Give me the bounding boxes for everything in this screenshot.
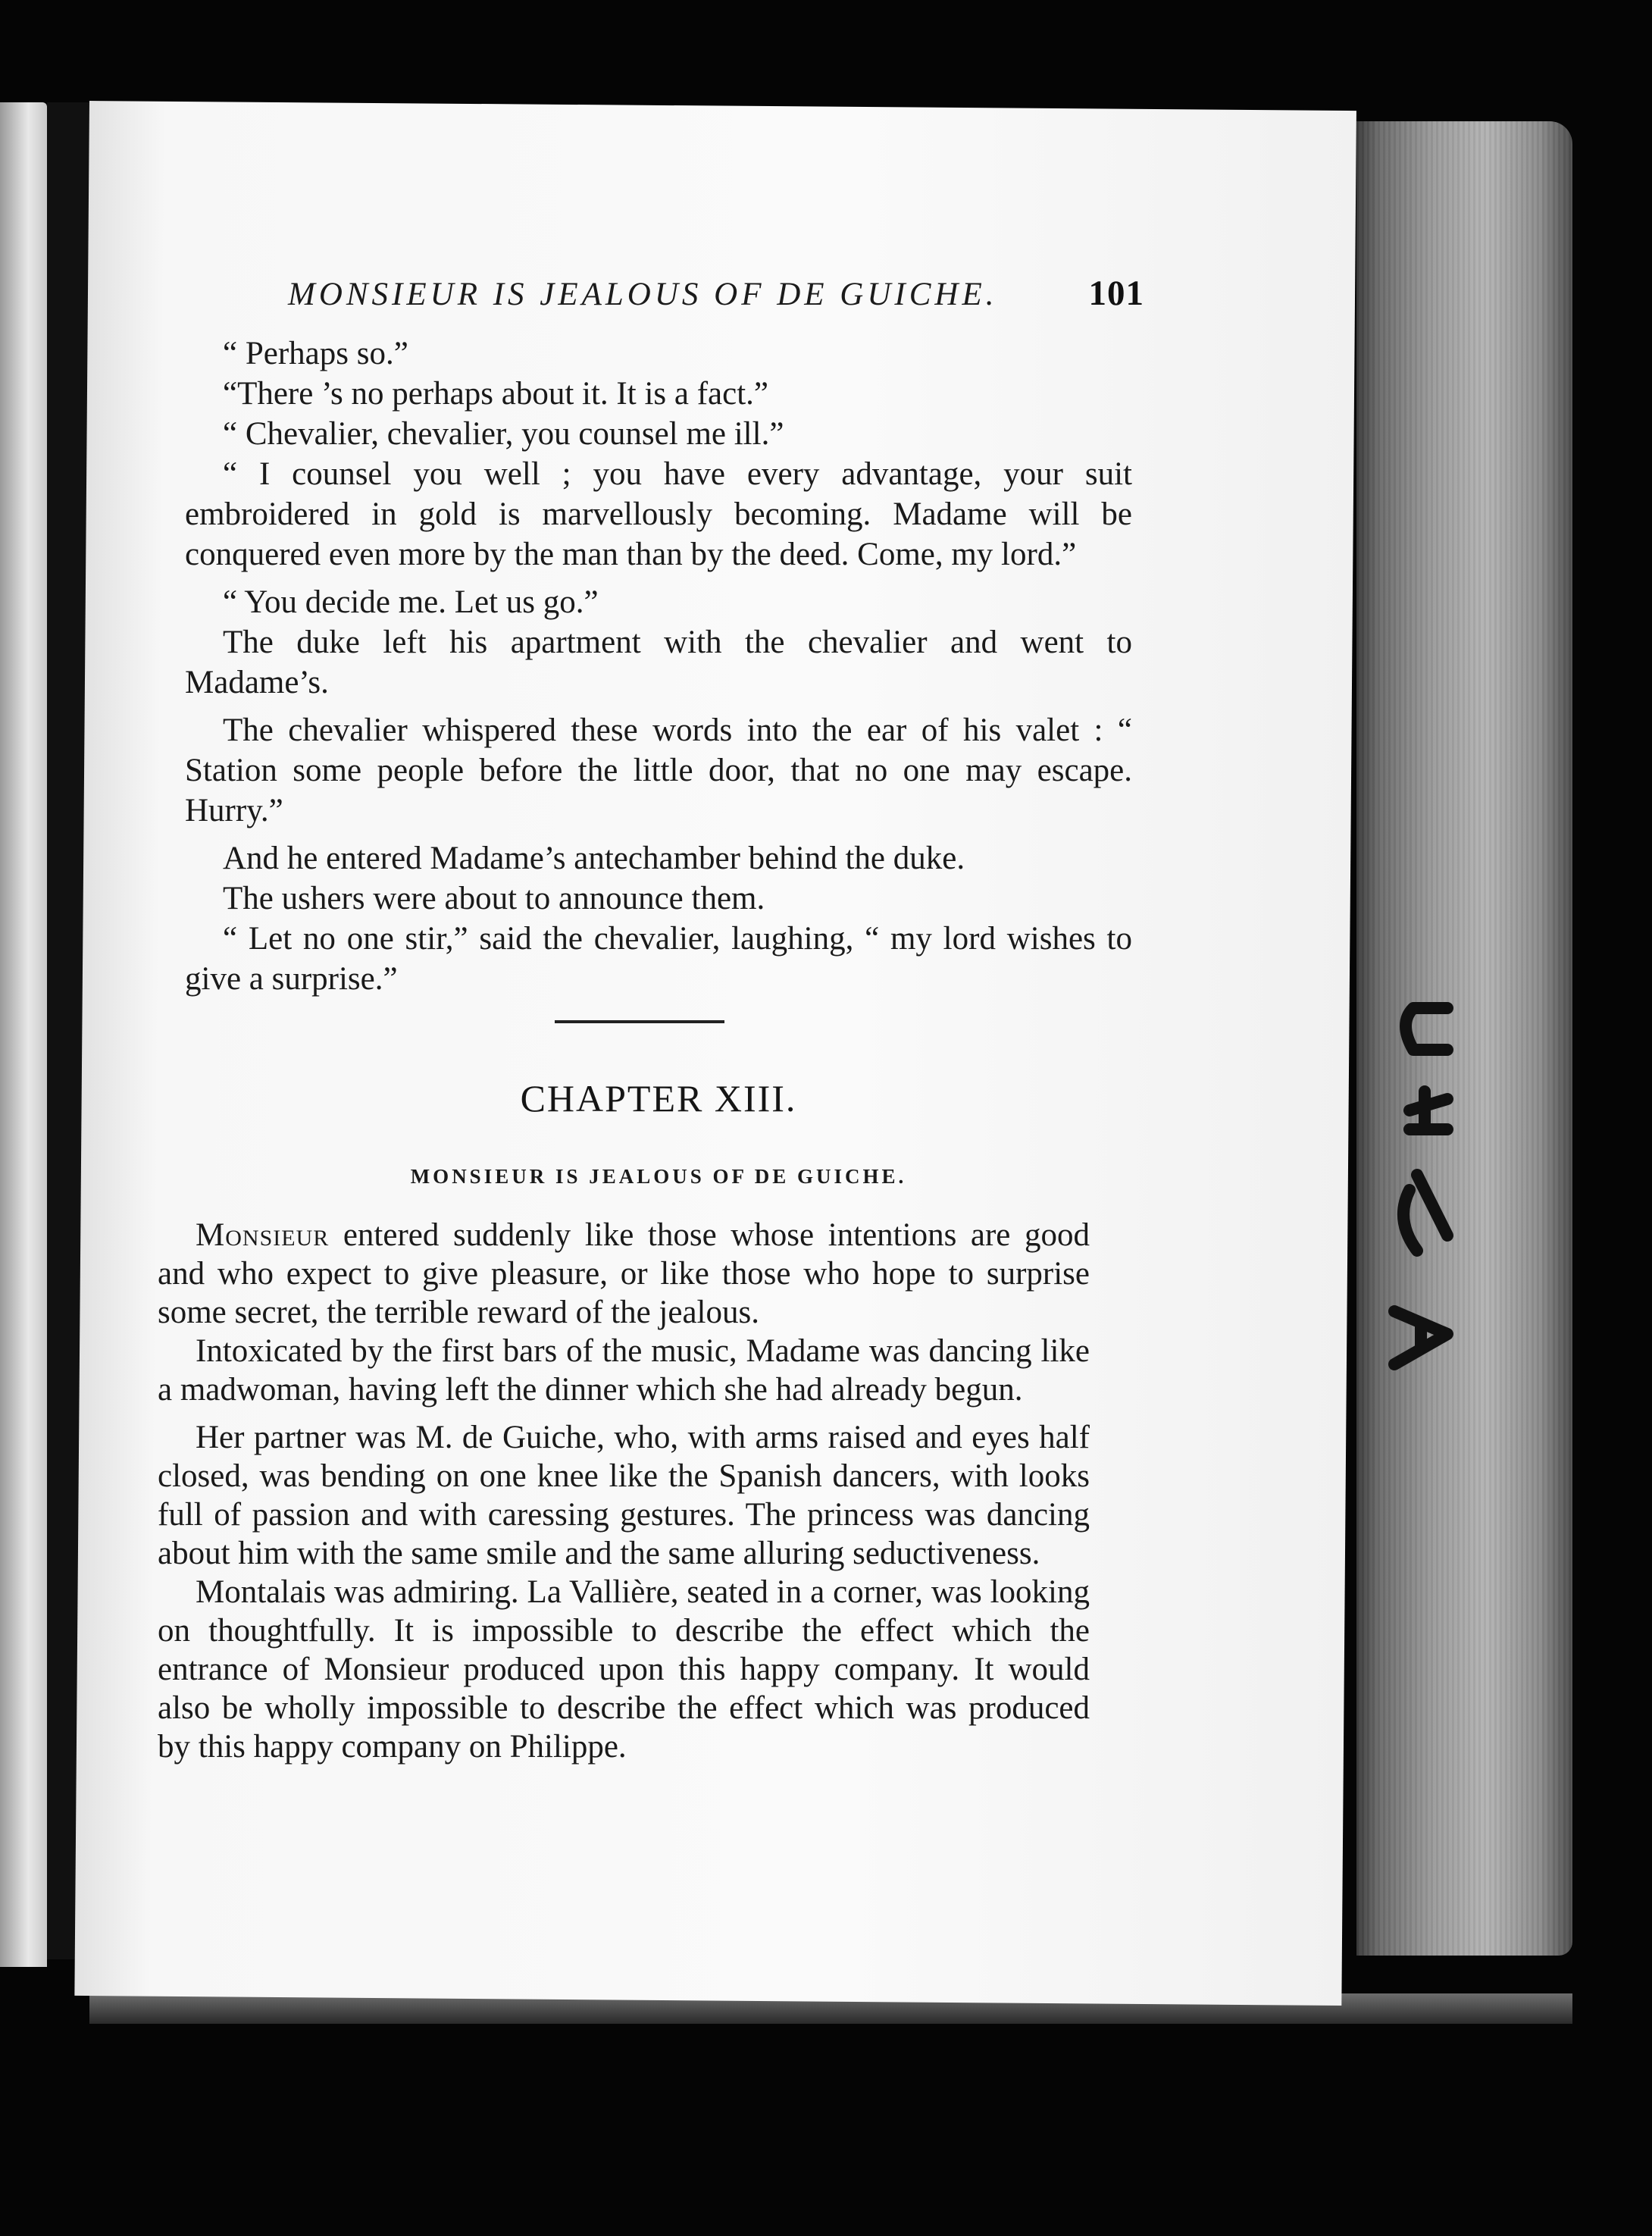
- chapter-subtitle: MONSIEUR IS JEALOUS OF DE GUICHE.: [410, 1165, 907, 1188]
- paragraph: Her partner was M. de Guiche, who, with arms raised and eyes half closed, was bending on one knee like the Spanish dancers, with looks full of passion and with caressing gestures. The princess was dancing about him with the same smile and the same alluring seductiveness.: [158, 1420, 1090, 1571]
- opening-word: Monsieur: [196, 1217, 330, 1253]
- paragraph: “ Chevalier, chevalier, you counsel me ill.”: [223, 416, 784, 452]
- paragraph: The chevalier whispered these words into the ear of his valet : “ Station some people before the little door, that no one may escape. Hurry.”: [185, 712, 1132, 828]
- page-number: 101: [1088, 274, 1144, 313]
- chapter-heading: CHAPTER XIII.: [520, 1077, 797, 1120]
- handwritten-call-number-image: [1364, 978, 1485, 1402]
- paragraph: “ You decide me. Let us go.”: [223, 584, 599, 620]
- running-title: MONSIEUR IS JEALOUS OF DE GUICHE.: [288, 277, 998, 312]
- spine-call-number: [1364, 978, 1485, 1402]
- paragraph: The duke left his apartment with the chevalier and went to Madame’s.: [185, 625, 1132, 700]
- paragraph: “There ’s no perhaps about it. It is a fact.”: [223, 376, 768, 412]
- dialogue-block: [185, 334, 1132, 999]
- section-divider: [555, 1020, 724, 1023]
- paragraph-text: entered suddenly like those whose intentions are good and who expect to give pleasure, or like those who hope to surprise some secret, the terrible reward of the jealous.: [158, 1217, 1090, 1330]
- chapter-body: [158, 1216, 1090, 1766]
- paragraph: The ushers were about to announce them.: [223, 881, 765, 916]
- paragraph: “ Perhaps so.”: [223, 336, 408, 371]
- paragraph: [158, 1216, 1090, 1332]
- paragraph: “ I counsel you well ; you have every advantage, your suit embroidered in gold is marvellously becoming. Madame will be conquered even more by the man than by the deed. Come, my lord.”: [185, 456, 1132, 572]
- paragraph: Montalais was admiring. La Vallière, seated in a corner, was looking on thoughtfully. It is impossible to describe the effect which the entrance of Monsieur produced upon this happy company. It would also be wholly impossible to describe the effect which was produced by this happy company on Philippe.: [158, 1574, 1090, 1765]
- left-page-edge: [0, 102, 47, 1967]
- paragraph: “ Let no one stir,” said the chevalier, laughing, “ my lord wishes to give a surprise.”: [185, 921, 1132, 997]
- running-head: [288, 273, 1144, 314]
- paragraph: Intoxicated by the first bars of the music, Madame was dancing like a madwoman, having left the dinner which she had already begun.: [158, 1333, 1090, 1408]
- paragraph: And he entered Madame’s antechamber behind the duke.: [223, 841, 965, 876]
